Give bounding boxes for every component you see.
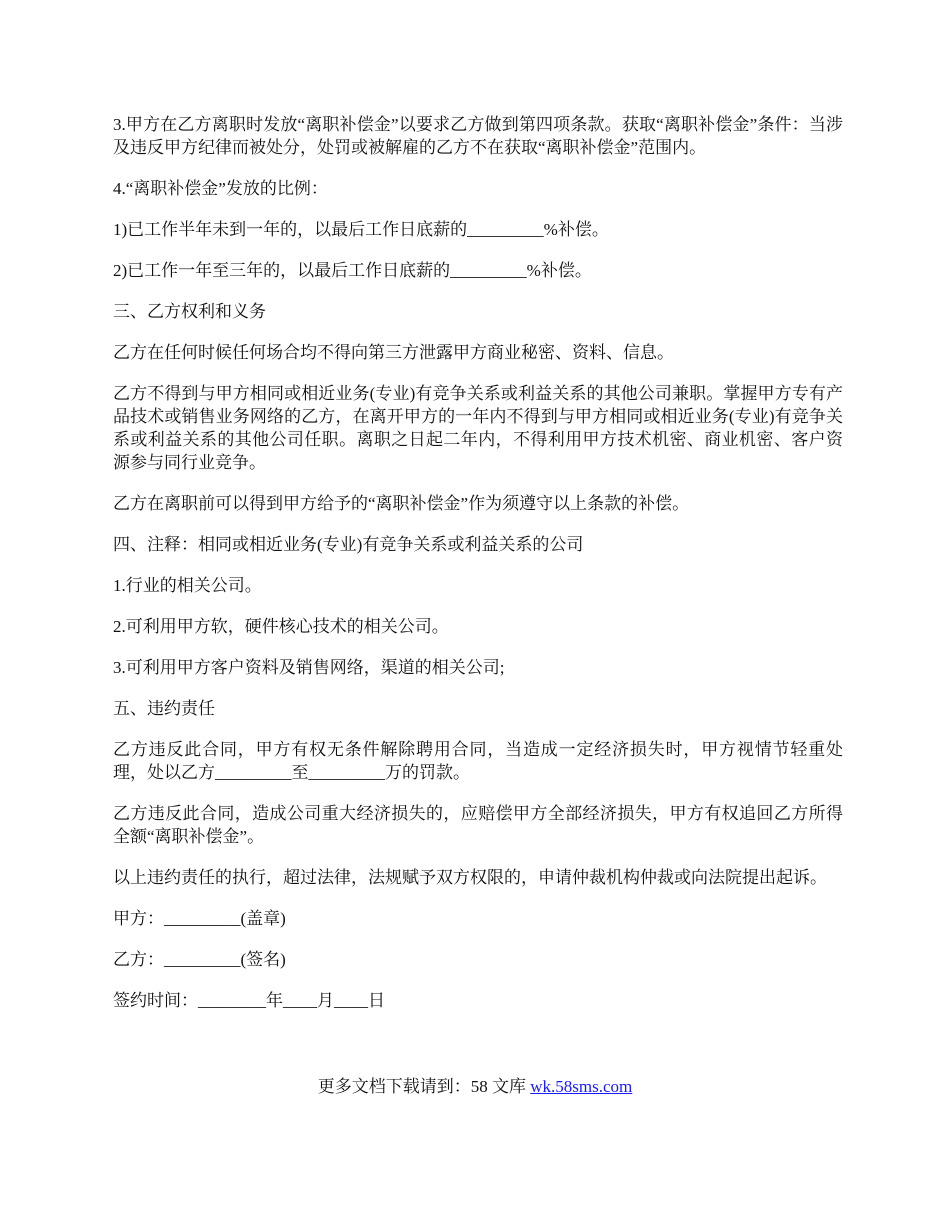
paragraph-ratio-1: 1)已工作半年未到一年的，以最后工作日底薪的_________%补偿。 xyxy=(113,220,609,239)
paragraph-note-3: 3.可利用甲方客户资料及销售网络，渠道的相关公司; xyxy=(113,658,505,677)
paragraph-non-compete: 乙方不得到与甲方相同或相近业务(专业)有竞争关系或利益关系的其他公司兼职。掌握甲方专有产品技术或销售业务网络的乙方，在离开甲方的一年内不得到与甲方相同或相近业务(专业)有竞争关系或利益关系的其他公司任职。离职之日起二年内，不得利用甲方技术机密、商业机密、客户资源参与同行业竞争。 xyxy=(113,384,843,472)
footer-text: 更多文档下载请到：58 文库 xyxy=(317,1077,531,1096)
paragraph-arbitration: 以上违约责任的执行，超过法律，法规赋予双方权限的，申请仲裁机构仲裁或向法院提出起诉。 xyxy=(113,868,827,887)
paragraph-damages: 乙方违反此合同，造成公司重大经济损失的，应赔偿甲方全部经济损失，甲方有权追回乙方所得全额“离职补偿金”。 xyxy=(113,804,843,846)
footer xyxy=(0,1075,950,1098)
signature-party-b: 乙方：_________(签名) xyxy=(113,950,286,969)
footer-link[interactable]: wk.58sms.com xyxy=(530,1077,633,1096)
paragraph-compensation: 乙方在离职前可以得到甲方给予的“离职补偿金”作为须遵守以上条款的补偿。 xyxy=(113,494,690,513)
paragraph-note-2: 2.可利用甲方软，硬件核心技术的相关公司。 xyxy=(113,617,449,636)
section-heading-notes: 四、注释：相同或相近业务(专业)有竞争关系或利益关系的公司 xyxy=(113,535,584,554)
paragraph-ratio-2: 2)已工作一年至三年的，以最后工作日底薪的_________%补偿。 xyxy=(113,261,592,280)
paragraph-note-1: 1.行业的相关公司。 xyxy=(113,576,262,595)
section-heading-liability: 五、违约责任 xyxy=(113,699,215,718)
signature-party-a: 甲方：_________(盖章) xyxy=(113,909,286,928)
signing-date: 签约时间：________年____月____日 xyxy=(113,991,385,1010)
paragraph-clause-3: 3.甲方在乙方离职时发放“离职补偿金”以要求乙方做到第四项条款。获取“离职补偿金”条件：当涉及违反甲方纪律而被处分，处罚或被解雇的乙方不在获取“离职补偿金”范围内。 xyxy=(113,115,843,157)
paragraph-clause-4: 4.“离职补偿金”发放的比例： xyxy=(113,179,328,198)
document-body xyxy=(113,113,843,1030)
section-heading-rights: 三、乙方权利和义务 xyxy=(113,302,266,321)
paragraph-penalty: 乙方违反此合同，甲方有权无条件解除聘用合同，当造成一定经济损失时，甲方视情节轻重处理，处以乙方_________至_________万的罚款。 xyxy=(113,740,843,782)
paragraph-confidentiality: 乙方在任何时候任何场合均不得向第三方泄露甲方商业秘密、资料、信息。 xyxy=(113,343,674,362)
